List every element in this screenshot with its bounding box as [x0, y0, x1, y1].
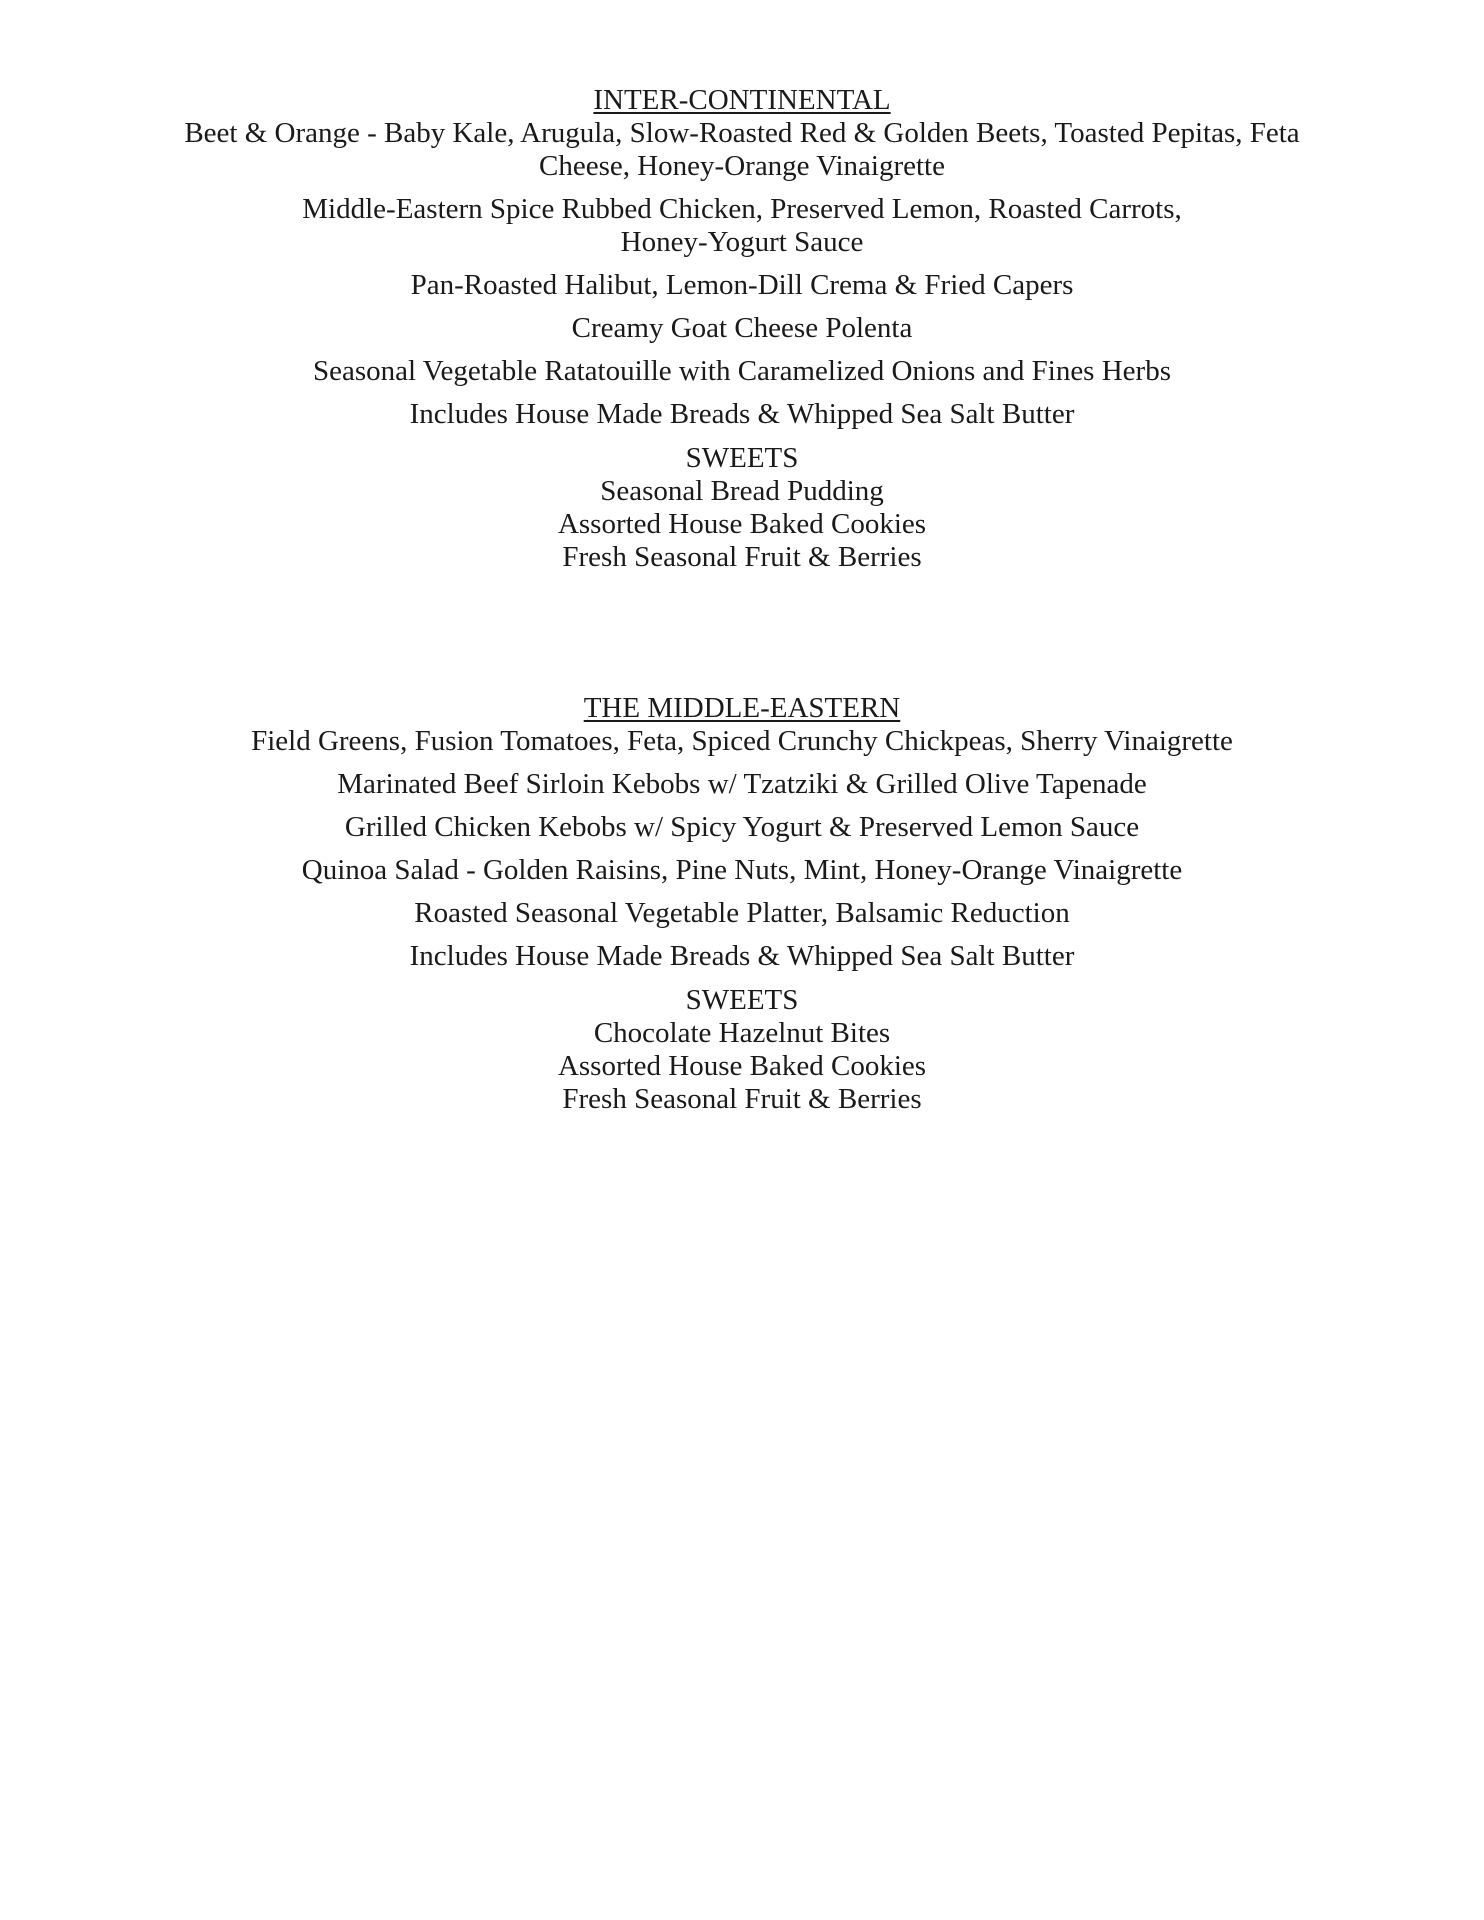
dish-item: Quinoa Salad - Golden Raisins, Pine Nuts, Mint, Honey-Orange Vinaigrette [301, 854, 1183, 886]
sweet-item: Fresh Seasonal Fruit & Berries [562, 1083, 922, 1115]
dish-item: Seasonal Vegetable Ratatouille with Caramelized Onions and Fines Herbs [313, 355, 1171, 387]
dish-item: Beet & Orange - Baby Kale, Arugula, Slow-Roasted Red & Golden Beets, Toasted Pepitas, Feta Cheese, Honey-Orange Vinaigrette [184, 117, 1300, 182]
dish-item: Includes House Made Breads & Whipped Sea Salt Butter [409, 940, 1075, 972]
sweet-item: Assorted House Baked Cookies [557, 1050, 927, 1082]
section-title: INTER-CONTINENTAL [593, 84, 891, 116]
menu-section-inter-continental [140, 84, 1344, 574]
sweet-item: Seasonal Bread Pudding [600, 475, 884, 507]
section-title: THE MIDDLE-EASTERN [583, 692, 901, 724]
sweets-title: SWEETS [685, 984, 799, 1016]
dish-item: Field Greens, Fusion Tomatoes, Feta, Spiced Crunchy Chickpeas, Sherry Vinaigrette [251, 725, 1233, 757]
sweet-item: Fresh Seasonal Fruit & Berries [562, 541, 922, 573]
menu-section-middle-eastern [140, 692, 1344, 1116]
dish-item: Roasted Seasonal Vegetable Platter, Balsamic Reduction [414, 897, 1070, 929]
dish-item: Pan-Roasted Halibut, Lemon-Dill Crema & Fried Capers [410, 269, 1074, 301]
dish-item: Middle-Eastern Spice Rubbed Chicken, Preserved Lemon, Roasted Carrots, Honey-Yogurt Sauce [302, 193, 1182, 258]
sweet-item: Assorted House Baked Cookies [557, 508, 927, 540]
sweets-block [140, 442, 1344, 574]
dish-item: Marinated Beef Sirloin Kebobs w/ Tzatziki & Grilled Olive Tapenade [337, 768, 1147, 800]
sweet-item: Chocolate Hazelnut Bites [593, 1017, 891, 1049]
dish-item: Grilled Chicken Kebobs w/ Spicy Yogurt & Preserved Lemon Sauce [344, 811, 1140, 843]
sweets-block [140, 984, 1344, 1116]
dish-item: Includes House Made Breads & Whipped Sea Salt Butter [409, 398, 1075, 430]
dish-item: Creamy Goat Cheese Polenta [571, 312, 913, 344]
sweets-title: SWEETS [685, 442, 799, 474]
